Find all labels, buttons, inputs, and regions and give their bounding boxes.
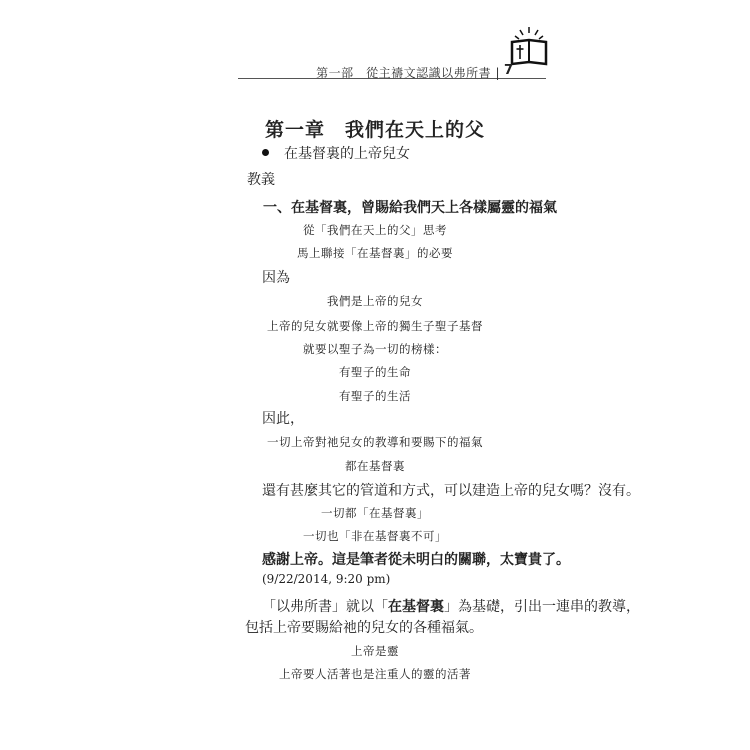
thanks-text: 感謝上帝。這是筆者從未明白的關聯，太寶貴了。 — [262, 552, 570, 568]
verse-line: 從「我們在天上的父」思考 — [303, 223, 447, 237]
verse-line: 就要以聖子為一切的榜樣： — [303, 342, 447, 356]
page-number: 7 — [504, 63, 514, 78]
bullet-icon — [262, 149, 269, 156]
verse-line: 有聖子的生命 — [339, 365, 411, 379]
section-label: 教義 — [247, 172, 275, 188]
verse-line: 有聖子的生活 — [339, 389, 411, 403]
question-text: 還有甚麼其它的管道和方式，可以建造上帝的兒女嗎？沒有。 — [262, 483, 640, 499]
verse-line: 一切上帝對祂兒女的教導和要賜下的福氣 — [267, 435, 483, 449]
bullet-item: 在基督裏的上帝兒女 — [284, 146, 410, 162]
verse-line: 上帝要人活著也是注重人的靈的活著 — [279, 667, 471, 681]
verse-line: 上帝是靈 — [351, 644, 399, 658]
open-book-cross-icon — [508, 26, 550, 66]
verse-line: 都在基督裏 — [345, 459, 405, 473]
verse-line: 一切也「非在基督裏不可」 — [303, 529, 447, 543]
verse-line: 一切都「在基督裏」 — [321, 506, 429, 520]
paragraph-line-1: 「以弗所書」就以「在基督裏」為基礎，引出一連串的教導， — [262, 599, 640, 615]
verse-line: 我們是上帝的兒女 — [327, 294, 423, 308]
paragraph-line-2: 包括上帝要賜給祂的兒女的各種福氣。 — [245, 620, 483, 636]
header-separator: | — [495, 66, 500, 80]
running-title: 第一部 從主禱文認識以弗所書 | — [316, 66, 500, 80]
because-label: 因為 — [262, 270, 290, 286]
verse-line: 上帝的兒女就要像上帝的獨生子聖子基督 — [267, 319, 483, 333]
timestamp: (9/22/2014, 9:20 pm) — [262, 572, 391, 586]
emphasis-text: 在基督裏 — [388, 599, 444, 615]
section-heading: 一、在基督裏，曾賜給我們天上各樣屬靈的福氣 — [263, 200, 557, 216]
chapter-title: 第一章 我們在天上的父 — [264, 119, 485, 141]
therefore-label: 因此， — [262, 411, 304, 427]
verse-line: 馬上聯接「在基督裏」的必要 — [297, 246, 453, 260]
